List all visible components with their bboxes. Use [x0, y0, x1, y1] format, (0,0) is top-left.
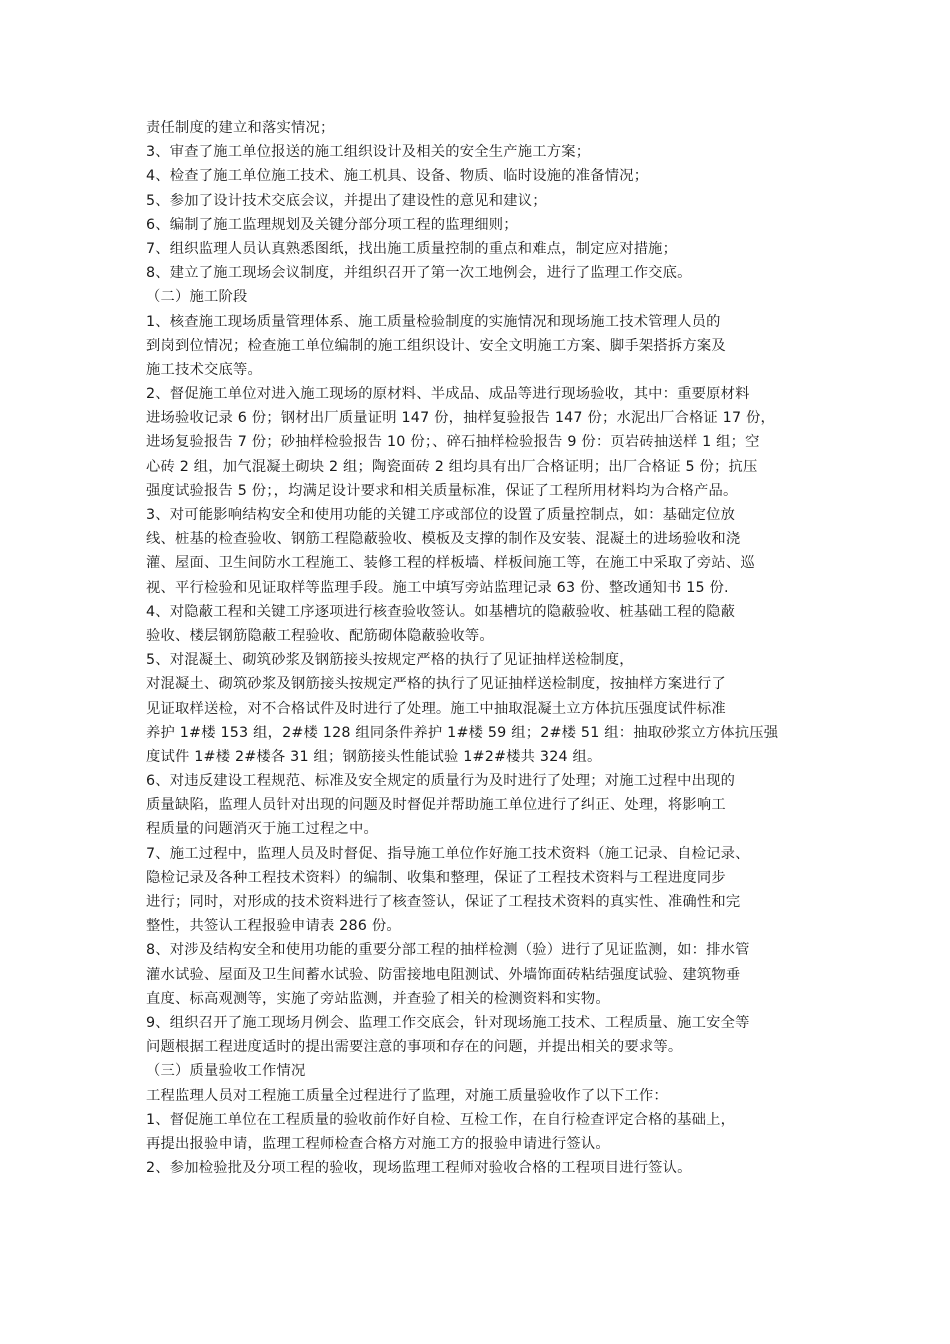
- text-line: 心砖 2 组，加气混凝土砌块 2 组；陶瓷面砖 2 组均具有出厂合格证明；出厂合格证 5 份；抗压: [146, 458, 758, 475]
- document-body: [146, 116, 814, 1180]
- text-line: 施工技术交底等。: [146, 361, 262, 378]
- text-line: 灌、屋面、卫生间防水工程施工、装修工程的样板墙、样板间施工等，在施工中采取了旁站、巡: [146, 555, 755, 572]
- text-line: 见证取样送检，对不合格试件及时进行了处理。施工中抽取混凝土立方体抗压强度试件标准: [146, 700, 726, 717]
- text-line: 6、编制了施工监理规划及关键分部分项工程的监理细则；: [146, 216, 518, 233]
- text-line: 6、对违反建设工程规范、标准及安全规定的质量行为及时进行了处理；对施工过程中出现的: [146, 773, 736, 790]
- text-line: 整性，共签认工程报验申请表 286 份。: [146, 918, 401, 935]
- text-line: 养护 1#楼 153 组，2#楼 128 组同条件养护 1#楼 59 组；2#楼 51 组：抽取砂浆立方体抗压强: [146, 724, 779, 741]
- text-line: 对混凝土、砌筑砂浆及钢筋接头按规定严格的执行了见证抽样送检制度，按抽样方案进行了: [146, 676, 726, 693]
- text-line: 程质量的问题消灭于施工过程之中。: [146, 821, 378, 838]
- text-line: 直度、标高观测等，实施了旁站监测，并查验了相关的检测资料和实物。: [146, 990, 610, 1007]
- text-line: 1、核查施工现场质量管理体系、施工质量检验制度的实施情况和现场施工技术管理人员的: [146, 313, 721, 330]
- text-line: 线、桩基的检查验收、钢筋工程隐蔽验收、模板及支撑的制作及安装、混凝土的进场验收和浇: [146, 531, 741, 548]
- text-line: （三）质量验收工作情况: [146, 1063, 306, 1080]
- text-line: 2、督促施工单位对进入施工现场的原材料、半成品、成品等进行现场验收，其中：重要原材料: [146, 386, 750, 403]
- text-line: 到岗到位情况；检查施工单位编制的施工组织设计、安全文明施工方案、脚手架搭拆方案及: [146, 337, 726, 354]
- text-line: 8、建立了施工现场会议制度，并组织召开了第一次工地例会，进行了监理工作交底。: [146, 265, 692, 282]
- text-line: 5、参加了设计技术交底会议，并提出了建设性的意见和建议；: [146, 192, 547, 209]
- text-line: 进场验收记录 6 份；钢材出厂质量证明 147 份，抽样复验报告 147 份；水泥出厂合格证 17 份，: [146, 410, 776, 427]
- text-line: 2、参加检验批及分项工程的验收，现场监理工程师对验收合格的工程项目进行签认。: [146, 1160, 692, 1177]
- text-line: 7、施工过程中，监理人员及时督促、指导施工单位作好施工技术资料（施工记录、自检记录、: [146, 845, 750, 862]
- text-line: 灌水试验、屋面及卫生间蓄水试验、防雷接地电阻测试、外墙饰面砖粘结强度试验、建筑物垂: [146, 966, 741, 983]
- text-line: 进场复验报告 7 份；砂抽样检验报告 10 份；、碎石抽样检验报告 9 份：页岩砖抽送样 1 组；空: [146, 434, 760, 451]
- text-line: 9、组织召开了施工现场月例会、监理工作交底会，针对现场施工技术、工程质量、施工安全等: [146, 1014, 750, 1031]
- text-line: 隐检记录及各种工程技术资料）的编制、收集和整理，保证了工程技术资料与工程进度同步: [146, 869, 726, 886]
- text-line: 3、审查了施工单位报送的施工组织设计及相关的安全生产施工方案；: [146, 144, 591, 161]
- text-line: 7、组织监理人员认真熟悉图纸，找出施工质量控制的重点和难点，制定应对措施；: [146, 240, 678, 257]
- text-line: 质量缺陷，监理人员针对出现的问题及时督促并帮助施工单位进行了纠正、处理，将影响工: [146, 797, 726, 814]
- text-line: 工程监理人员对工程施工质量全过程进行了监理，对施工质量验收作了以下工作：: [146, 1087, 668, 1104]
- text-line: 4、对隐蔽工程和关键工序逐项进行核查验收签认。如基槽坑的隐蔽验收、桩基础工程的隐蔽: [146, 603, 736, 620]
- text-line: 视、平行检验和见证取样等监理手段。施工中填写旁站监理记录 63 份、整改通知书 15 份.: [146, 579, 729, 596]
- text-line: 5、对混凝土、砌筑砂浆及钢筋接头按规定严格的执行了见证抽样送检制度，: [146, 652, 634, 669]
- text-line: 问题根据工程进度适时的提出需要注意的事项和存在的问题，并提出相关的要求等。: [146, 1039, 683, 1056]
- text-line: 8、对涉及结构安全和使用功能的重要分部工程的抽样检测（验）进行了见证监测，如：排水管: [146, 942, 750, 959]
- text-line: 度试件 1#楼 2#楼各 31 组；钢筋接头性能试验 1#2#楼共 324 组。: [146, 748, 602, 765]
- text-line: 4、检查了施工单位施工技术、施工机具、设备、物质、临时设施的准备情况；: [146, 168, 649, 185]
- text-line: 再提出报验申请，监理工程师检查合格方对施工方的报验申请进行签认。: [146, 1135, 610, 1152]
- text-line: 进行；同时，对形成的技术资料进行了核查签认，保证了工程技术资料的真实性、准确性和完: [146, 894, 741, 910]
- text-line: 责任制度的建立和落实情况；: [146, 120, 335, 136]
- text-line: （二）施工阶段: [146, 289, 248, 306]
- text-line: 3、对可能影响结构安全和使用功能的关键工序或部位的设置了质量控制点，如：基础定位放: [146, 507, 736, 523]
- text-line: 1、督促施工单位在工程质量的验收前作好自检、互检工作，在自行检查评定合格的基础上，: [146, 1111, 736, 1128]
- text-line: 验收、楼层钢筋隐蔽工程验收、配筋砌体隐蔽验收等。: [146, 627, 494, 644]
- text-line: 强度试验报告 5 份；，均满足设计要求和相关质量标准，保证了工程所用材料均为合格产品。: [146, 482, 738, 499]
